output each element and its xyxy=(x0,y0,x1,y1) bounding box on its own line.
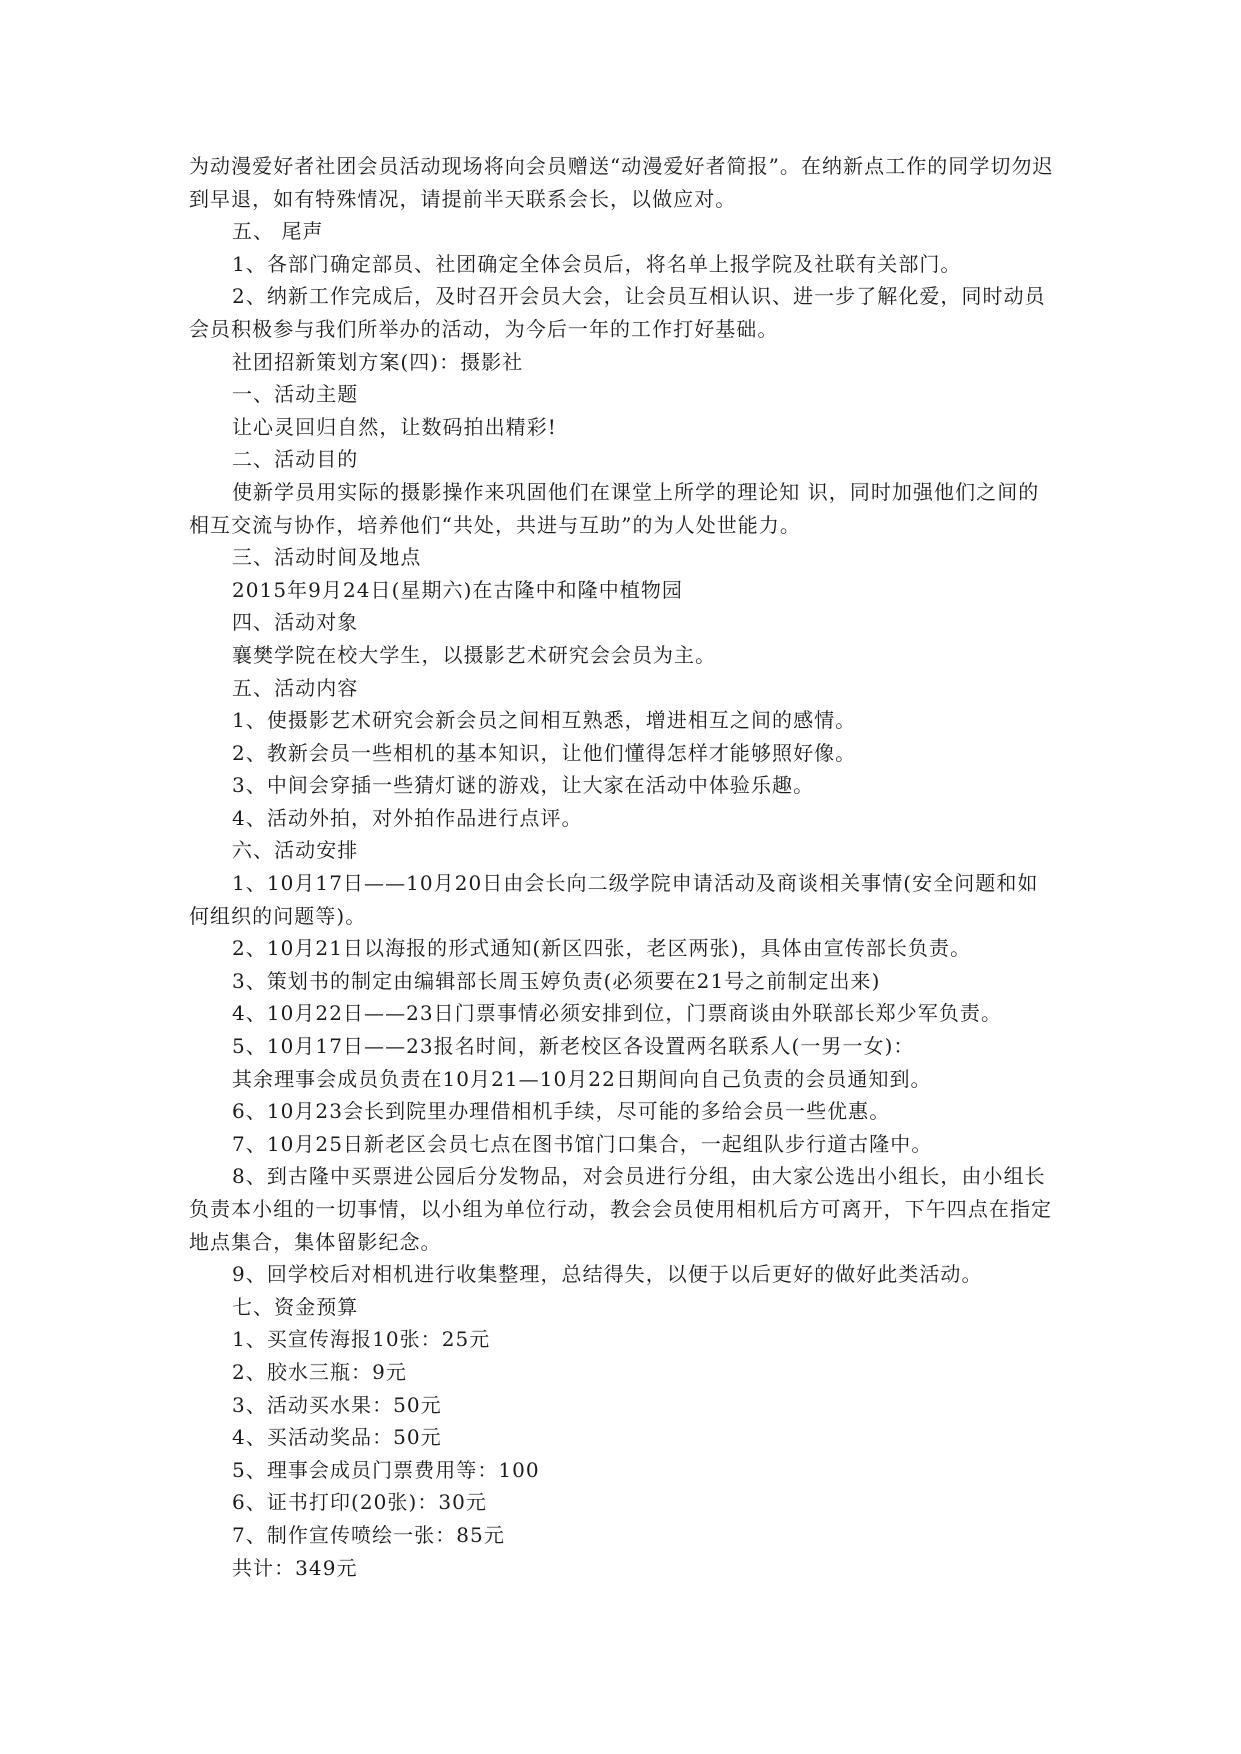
paragraph: 四、活动对象 xyxy=(232,610,359,635)
paragraph: 9、回学校后对相机进行收集整理，总结得失，以便于以后更好的做好此类活动。 xyxy=(232,1262,983,1287)
paragraph: 2015年9月24日(星期六)在古隆中和隆中植物园 xyxy=(232,577,683,602)
paragraph: 2、纳新工作完成后，及时召开会员大会，让会员互相认识、进一步了解化爱，同时动员会员积极参与我们所举办的活动，为今后一年的工作打好基础。 xyxy=(189,284,1046,341)
paragraph: 二、活动目的 xyxy=(232,447,359,472)
paragraph: 五、 尾声 xyxy=(232,219,324,244)
paragraph: 2、教新会员一些相机的基本知识，让他们懂得怎样才能够照好像。 xyxy=(232,740,857,765)
paragraph: 六、活动安排 xyxy=(232,838,359,863)
paragraph: 共计：349元 xyxy=(232,1555,358,1580)
paragraph: 4、活动外拍，对外拍作品进行点评。 xyxy=(232,805,583,830)
paragraph: 7、制作宣传喷绘一张：85元 xyxy=(232,1522,505,1547)
paragraph: 三、活动时间及地点 xyxy=(232,545,422,570)
paragraph: 1、各部门确定部员、社团确定全体会员后，将名单上报学院及社联有关部门。 xyxy=(232,251,962,276)
paragraph: 社团招新策划方案(四)：摄影社 xyxy=(232,349,524,374)
paragraph: 6、10月23会长到院里办理借相机手续，尽可能的多给会员一些优惠。 xyxy=(232,1099,891,1124)
paragraph: 4、10月22日——23日门票事情必须安排到位，门票商谈由外联部长郑少军负责。 xyxy=(232,1001,1003,1026)
paragraph: 3、活动买水果：50元 xyxy=(232,1392,442,1417)
paragraph: 使新学员用实际的摄影操作来巩固他们在课堂上所学的理论知 识，同时加强他们之间的相互交流与协作，培养他们“共处，共进与互助”的为人处世能力。 xyxy=(189,479,1040,537)
paragraph: 2、10月21日以海报的形式通知(新区四张，老区两张)，具体由宣传部长负责。 xyxy=(232,936,972,961)
paragraph: 五、活动内容 xyxy=(232,675,359,700)
paragraph: 为动漫爱好者社团会员活动现场将向会员赠送“动漫爱好者简报”。在纳新点工作的同学切勿迟到早退，如有特殊情况，请提前半天联系会长，以做应对。 xyxy=(189,154,1054,211)
paragraph: 1、买宣传海报10张：25元 xyxy=(232,1327,491,1352)
paragraph: 2、胶水三瓶：9元 xyxy=(232,1359,407,1384)
paragraph: 3、中间会穿插一些猜灯谜的游戏，让大家在活动中体验乐趣。 xyxy=(232,773,815,798)
paragraph: 其余理事会成员负责在10月21—10月22日期间向自己负责的会员通知到。 xyxy=(232,1066,932,1091)
paragraph: 1、使摄影艺术研究会新会员之间相互熟悉，增进相互之间的感情。 xyxy=(232,708,857,733)
paragraph: 襄樊学院在校大学生，以摄影艺术研究会会员为主。 xyxy=(232,642,717,667)
paragraph: 7、10月25日新老区会员七点在图书馆门口集合，一起组队步行道古隆中。 xyxy=(232,1131,933,1156)
paragraph: 4、买活动奖品：50元 xyxy=(232,1425,442,1450)
paragraph: 5、10月17日——23报名时间，新老校区各设置两名联系人(一男一女)： xyxy=(232,1034,915,1059)
paragraph: 3、策划书的制定由编辑部长周玉婷负责(必须要在21号之前制定出来) xyxy=(232,968,881,993)
paragraph: 8、到古隆中买票进公园后分发物品，对会员进行分组，由大家公选出小组长，由小组长负责本小组的一切事情，以小组为单位行动，教会会员使用相机后方可离开，下午四点在指定地点集合，集体留影纪念。 xyxy=(189,1164,1053,1254)
paragraph: 让心灵回归自然，让数码拍出精彩! xyxy=(232,414,557,439)
paragraph: 6、证书打印(20张)：30元 xyxy=(232,1490,487,1515)
paragraph: 七、资金预算 xyxy=(232,1294,359,1319)
paragraph: 1、10月17日——10月20日由会长向二级学院申请活动及商谈相关事情(安全问题和如何组织的问题等)。 xyxy=(189,871,1039,928)
document-body xyxy=(189,150,1057,1584)
paragraph: 一、活动主题 xyxy=(232,382,359,407)
paragraph: 5、理事会成员门票费用等：100 xyxy=(232,1457,540,1482)
